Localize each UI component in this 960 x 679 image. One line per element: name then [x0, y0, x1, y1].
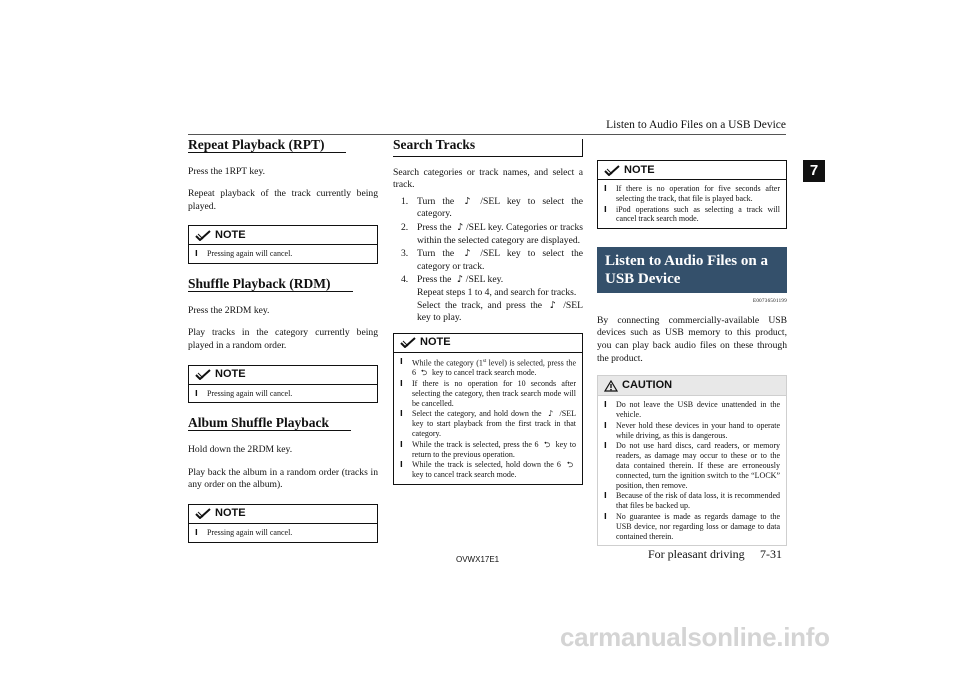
list-item: l Pressing again will cancel. — [195, 389, 371, 399]
paragraph: By connecting commercially-available USB devices such as USB memory to this product, you can play back audio files on these through the product. — [597, 314, 787, 364]
step-item: 3. Turn the ♪ /SEL key to select the category or track. — [401, 248, 583, 272]
note-label: NOTE — [624, 163, 655, 176]
note-check-icon — [195, 369, 211, 380]
footer-code: OVWX17E1 — [456, 555, 500, 564]
step-item: 2. Press the ♪ /SEL key. Categories or tracks within the selected category are displayed. — [401, 221, 583, 246]
note-check-icon — [195, 508, 211, 519]
paragraph: Press the 2RDM key. — [188, 304, 270, 316]
paragraph: Repeat playback of the track currently being played. — [188, 188, 378, 212]
step-continuation: Select the track, and press the ♪ /SEL key to play. — [417, 299, 583, 324]
section-heading-search: Search Tracks — [393, 139, 583, 157]
list-item: l Pressing again will cancel. — [195, 249, 371, 259]
caution-label: CAUTION — [622, 379, 673, 392]
column-2 — [393, 136, 583, 485]
caution-box — [597, 375, 787, 546]
list-item: l While the category (1st level) is selected, press the 6 ⮌ key to cancel track search mode. — [400, 357, 576, 378]
page-number: 7-31 — [760, 547, 782, 561]
warning-triangle-icon — [604, 380, 618, 392]
note-box — [393, 333, 583, 485]
paragraph: Search categories or track names, and select a track. — [393, 166, 583, 191]
step-continuation: Repeat steps 1 to 4, and search for tracks. — [417, 286, 577, 298]
list-item: l No guarantee is made as regards damage to the USB device, nor regarding loss or damage to data contained therein. — [604, 512, 780, 541]
watermark: carmanualsonline.info — [560, 622, 830, 652]
section-title-usb: Listen to Audio Files on a USB Device — [597, 247, 787, 293]
list-item: l If there is no operation for five seconds after selecting the track, that file is played back. — [604, 184, 780, 204]
note-label: NOTE — [420, 336, 451, 349]
paragraph: Press the 1RPT key. — [188, 165, 266, 177]
return-arrow-icon: ⮌ — [543, 439, 551, 449]
section-heading-shuffle: Shuffle Playback (RDM) — [188, 278, 378, 295]
return-arrow-icon: ⮌ — [420, 368, 428, 378]
return-arrow-icon: ⮌ — [566, 460, 574, 470]
note-check-icon — [400, 337, 416, 348]
step-item: 1. Turn the ♪ /SEL key to select the category. — [401, 195, 583, 220]
list-item: l If there is no operation for 10 seconds after selecting the category, then track search mode will be cancelled. — [400, 379, 576, 408]
running-header: Listen to Audio Files on a USB Device — [606, 119, 786, 131]
list-item: l Select the category, and hold down the ♪ /SEL key to start playback from the first track in that category. — [400, 409, 576, 438]
paragraph: Play back the album in a random order (tracks in any order on the album). — [188, 466, 378, 491]
tune-knob-icon: ♪ — [548, 409, 554, 419]
note-label: NOTE — [215, 229, 246, 242]
note-box — [188, 504, 378, 543]
section-heading-album: Album Shuffle Playback — [188, 417, 378, 434]
note-check-icon — [195, 230, 211, 241]
list-item: l While the track is selected, hold down the 6 ⮌ key to cancel track search mode. — [400, 460, 576, 480]
tune-knob-icon: ♪ — [464, 248, 471, 260]
note-box — [597, 160, 787, 229]
section-heading-repeat: Repeat Playback (RPT) — [188, 139, 378, 156]
section-code: E00736501199 — [753, 299, 787, 305]
tune-knob-icon: ♪ — [456, 274, 463, 286]
tune-knob-icon: ♪ — [464, 195, 471, 207]
list-item: l Pressing again will cancel. — [195, 528, 371, 538]
note-box — [188, 225, 378, 264]
steps-list — [393, 196, 583, 325]
column-3 — [597, 160, 787, 546]
list-item: l iPod operations such as selecting a track will cancel track search mode. — [604, 205, 780, 225]
note-label: NOTE — [215, 368, 246, 381]
tune-knob-icon: ♪ — [456, 221, 464, 233]
list-item: l Do not leave the USB device unattended in the vehicle. — [604, 400, 780, 420]
step-item: 4. Press the ♪ /SEL key. Repeat steps 1 to 4, and search for tracks. Select the track, and press the ♪ /SEL key to play. — [401, 274, 583, 324]
header-rule — [188, 134, 786, 135]
paragraph: Hold down the 2RDM key. — [188, 443, 293, 455]
column-1 — [188, 136, 378, 543]
note-label: NOTE — [215, 507, 246, 520]
footer-section: For pleasant driving — [648, 547, 745, 561]
list-item: l Do not use hard discs, card readers, or memory readers, as damage may occur to these or to the data contained therein. If these are erroneously connected, turn the ignition switch to the “LOCK” position, then remove. — [604, 441, 780, 490]
tune-knob-icon: ♪ — [549, 299, 556, 311]
paragraph: Play tracks in the category currently being played in a random order. — [188, 327, 378, 351]
note-check-icon — [604, 165, 620, 176]
chapter-tab: 7 — [803, 160, 825, 182]
list-item: l Never hold these devices in your hand to operate while driving, as this is dangerous. — [604, 421, 780, 441]
list-item: l Because of the risk of data loss, it is recommended that files be backed up. — [604, 491, 780, 511]
list-item: l While the track is selected, press the 6 ⮌ key to return to the previous operation. — [400, 440, 576, 460]
note-box — [188, 365, 378, 404]
